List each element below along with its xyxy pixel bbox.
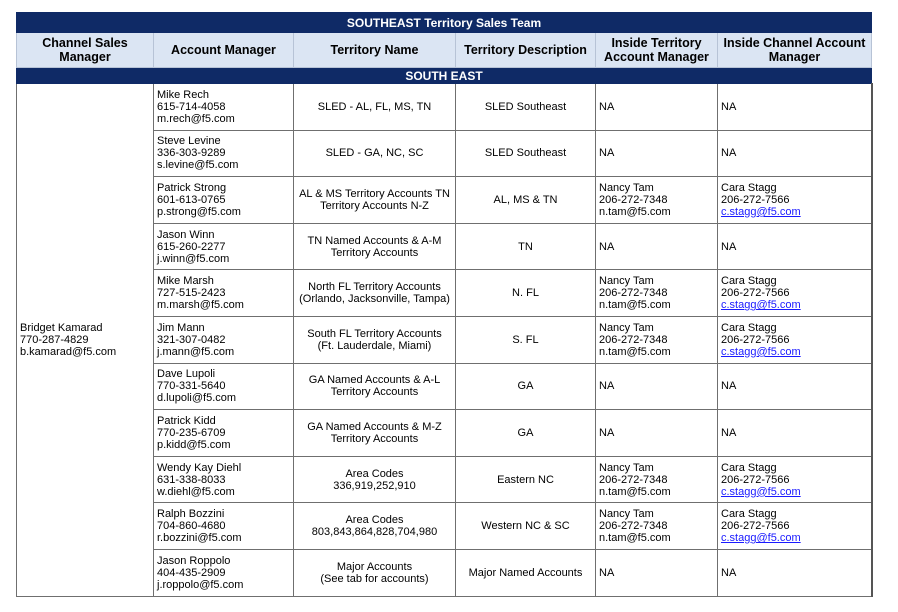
account-manager-phone: 615-260-2277 xyxy=(157,240,226,253)
header-row xyxy=(17,33,872,68)
inside-tam-line: NA xyxy=(599,100,615,113)
inside-tam-cell xyxy=(596,130,718,177)
account-manager-name: Ralph Bozzini xyxy=(157,508,225,521)
inside-cam-line: Cara Stagg xyxy=(721,508,777,521)
account-manager-cell xyxy=(154,270,294,317)
inside-tam-cell xyxy=(596,363,718,410)
inside-tam-line: 206-272-7348 xyxy=(599,287,668,300)
inside-cam-line: NA xyxy=(721,240,737,253)
channel-manager-phone: 770-287-4829 xyxy=(20,333,89,346)
territory-name-line: SLED - AL, FL, MS, TN xyxy=(317,100,432,113)
inside-tam-line: 206-272-7348 xyxy=(599,520,668,533)
territory-name-line: SLED - GA, NC, SC xyxy=(325,147,424,160)
channel-manager-name: Bridget Kamarad xyxy=(20,321,103,334)
territory-name-cell xyxy=(294,503,456,550)
inside-cam-email-link[interactable]: c.stagg@f5.com xyxy=(721,299,801,312)
inside-tam-line: n.tam@f5.com xyxy=(599,299,671,312)
inside-tam-line: 206-272-7348 xyxy=(599,193,668,206)
account-manager-cell xyxy=(154,410,294,457)
inside-cam-line: 206-272-7566 xyxy=(721,520,790,533)
inside-cam-line: 206-272-7566 xyxy=(721,287,790,300)
inside-tam-line: n.tam@f5.com xyxy=(599,205,671,218)
account-manager-phone: 336-303-9289 xyxy=(157,147,226,160)
account-manager-email: j.mann@f5.com xyxy=(157,345,235,358)
territory-name-cell xyxy=(294,177,456,224)
territory-name-line: (Ft. Lauderdale, Miami) xyxy=(317,339,432,352)
inside-cam-cell xyxy=(718,456,872,503)
inside-tam-cell xyxy=(596,456,718,503)
territory-description-cell: S. FL xyxy=(456,316,596,363)
inside-cam-cell xyxy=(718,177,872,224)
territory-name-line: North FL Territory Accounts xyxy=(308,281,441,294)
account-manager-phone: 770-331-5640 xyxy=(157,380,226,393)
inside-cam-line: NA xyxy=(721,426,737,439)
inside-tam-line: Nancy Tam xyxy=(599,461,654,474)
territory-name-line: 803,843,864,828,704,980 xyxy=(311,526,438,539)
account-manager-name: Jason Winn xyxy=(157,228,215,241)
table-row xyxy=(17,84,872,131)
channel-manager-email: b.kamarad@f5.com xyxy=(20,345,117,358)
header-territory-name: Territory Name xyxy=(294,33,456,68)
territory-name-cell xyxy=(294,410,456,457)
territory-name-line: AL & MS Territory Accounts TN xyxy=(299,187,450,200)
header-inside-channel-am: Inside Channel Account Manager xyxy=(718,33,872,68)
table-title: SOUTHEAST Territory Sales Team xyxy=(17,13,872,33)
account-manager-phone: 404-435-2909 xyxy=(157,566,226,579)
territory-name-line: Major Accounts xyxy=(336,560,413,573)
territory-name-line: GA Named Accounts & M-Z xyxy=(307,420,442,433)
account-manager-phone: 704-860-4680 xyxy=(157,520,226,533)
territory-name-line: Territory Accounts xyxy=(330,432,419,445)
inside-cam-line: Cara Stagg xyxy=(721,181,777,194)
inside-cam-line: 206-272-7566 xyxy=(721,333,790,346)
inside-tam-line: Nancy Tam xyxy=(599,181,654,194)
inside-tam-cell xyxy=(596,84,718,131)
account-manager-cell xyxy=(154,316,294,363)
territory-description-cell: Western NC & SC xyxy=(456,503,596,550)
territory-name-cell xyxy=(294,84,456,131)
inside-cam-cell xyxy=(718,410,872,457)
account-manager-name: Patrick Strong xyxy=(157,181,227,194)
account-manager-name: Jason Roppolo xyxy=(157,554,231,567)
territory-description-cell: N. FL xyxy=(456,270,596,317)
account-manager-email: p.kidd@f5.com xyxy=(157,438,231,451)
inside-tam-line: NA xyxy=(599,147,615,160)
territory-name-line: GA Named Accounts & A-L xyxy=(308,374,441,387)
inside-cam-cell xyxy=(718,270,872,317)
inside-tam-line: NA xyxy=(599,380,615,393)
account-manager-email: r.bozzini@f5.com xyxy=(157,532,242,545)
inside-tam-cell xyxy=(596,410,718,457)
inside-cam-email-link[interactable]: c.stagg@f5.com xyxy=(721,205,801,218)
account-manager-cell xyxy=(154,549,294,596)
account-manager-name: Jim Mann xyxy=(157,321,205,334)
territory-description-cell: AL, MS & TN xyxy=(456,177,596,224)
account-manager-phone: 321-307-0482 xyxy=(157,333,226,346)
territory-name-cell xyxy=(294,549,456,596)
territory-name-line: (See tab for accounts) xyxy=(320,572,429,585)
inside-tam-line: 206-272-7348 xyxy=(599,333,668,346)
account-manager-email: j.winn@f5.com xyxy=(157,252,230,265)
territory-name-cell xyxy=(294,270,456,317)
territory-description-cell: TN xyxy=(456,223,596,270)
territory-description-cell: Eastern NC xyxy=(456,456,596,503)
inside-cam-line: Cara Stagg xyxy=(721,321,777,334)
account-manager-cell xyxy=(154,363,294,410)
inside-cam-email-link[interactable]: c.stagg@f5.com xyxy=(721,345,801,358)
inside-tam-line: n.tam@f5.com xyxy=(599,485,671,498)
channel-manager-cell xyxy=(17,84,154,597)
account-manager-cell xyxy=(154,223,294,270)
territory-name-line: 336,919,252,910 xyxy=(333,479,416,492)
account-manager-email: d.lupoli@f5.com xyxy=(157,392,237,405)
territory-name-line: Area Codes xyxy=(345,514,404,527)
inside-cam-cell xyxy=(718,223,872,270)
inside-tam-line: Nancy Tam xyxy=(599,275,654,288)
account-manager-name: Dave Lupoli xyxy=(157,368,216,381)
territory-name-line: Territory Accounts xyxy=(330,246,419,259)
account-manager-phone: 770-235-6709 xyxy=(157,426,226,439)
territory-name-line: South FL Territory Accounts xyxy=(307,327,442,340)
inside-cam-line: 206-272-7566 xyxy=(721,473,790,486)
header-account-manager: Account Manager xyxy=(154,33,294,68)
inside-cam-line: 206-272-7566 xyxy=(721,193,790,206)
inside-cam-cell xyxy=(718,130,872,177)
inside-cam-cell xyxy=(718,84,872,131)
inside-cam-email-link[interactable]: c.stagg@f5.com xyxy=(721,485,801,498)
territory-description-cell: SLED Southeast xyxy=(456,84,596,131)
territory-name-cell xyxy=(294,223,456,270)
account-manager-email: m.marsh@f5.com xyxy=(157,299,244,312)
territory-table xyxy=(16,12,873,597)
territory-name-cell xyxy=(294,130,456,177)
account-manager-cell xyxy=(154,84,294,131)
territory-name-line: Territory Accounts N-Z xyxy=(320,199,429,212)
inside-tam-cell xyxy=(596,503,718,550)
inside-tam-line: n.tam@f5.com xyxy=(599,532,671,545)
inside-tam-cell xyxy=(596,270,718,317)
account-manager-phone: 631-338-8033 xyxy=(157,473,226,486)
account-manager-email: m.rech@f5.com xyxy=(157,112,235,125)
inside-cam-line: NA xyxy=(721,147,737,160)
region-label: SOUTH EAST xyxy=(17,68,872,84)
inside-cam-cell xyxy=(718,363,872,410)
territory-description-cell: Major Named Accounts xyxy=(456,549,596,596)
inside-cam-line: NA xyxy=(721,566,737,579)
territory-name-cell xyxy=(294,456,456,503)
account-manager-email: s.levine@f5.com xyxy=(157,159,239,172)
territory-name-line: (Orlando, Jacksonville, Tampa) xyxy=(299,293,450,306)
account-manager-cell xyxy=(154,503,294,550)
territory-name-line: Area Codes xyxy=(345,467,404,480)
account-manager-name: Mike Marsh xyxy=(157,275,214,288)
inside-tam-line: NA xyxy=(599,426,615,439)
territory-description-cell: GA xyxy=(456,363,596,410)
inside-tam-line: NA xyxy=(599,566,615,579)
account-manager-phone: 615-714-4058 xyxy=(157,100,226,113)
account-manager-email: j.roppolo@f5.com xyxy=(157,578,244,591)
inside-cam-line: Cara Stagg xyxy=(721,275,777,288)
inside-tam-line: NA xyxy=(599,240,615,253)
account-manager-cell xyxy=(154,130,294,177)
account-manager-cell xyxy=(154,456,294,503)
territory-name-line: TN Named Accounts & A-M xyxy=(307,234,442,247)
territory-description-cell: GA xyxy=(456,410,596,457)
inside-tam-line: n.tam@f5.com xyxy=(599,345,671,358)
header-channel-manager: Channel Sales Manager xyxy=(17,33,154,68)
inside-cam-cell xyxy=(718,316,872,363)
account-manager-name: Wendy Kay Diehl xyxy=(157,461,242,474)
territory-name-line: Territory Accounts xyxy=(330,386,419,399)
header-territory-description: Territory Description xyxy=(456,33,596,68)
account-manager-phone: 601-613-0765 xyxy=(157,193,226,206)
account-manager-name: Mike Rech xyxy=(157,88,209,101)
territory-name-cell xyxy=(294,316,456,363)
account-manager-email: w.diehl@f5.com xyxy=(157,485,235,498)
account-manager-phone: 727-515-2423 xyxy=(157,287,226,300)
inside-tam-cell xyxy=(596,177,718,224)
inside-cam-line: NA xyxy=(721,380,737,393)
inside-cam-line: NA xyxy=(721,100,737,113)
inside-cam-email-link[interactable]: c.stagg@f5.com xyxy=(721,532,801,545)
account-manager-email: p.strong@f5.com xyxy=(157,205,241,218)
header-inside-territory-am: Inside Territory Account Manager xyxy=(596,33,718,68)
territory-description-cell: SLED Southeast xyxy=(456,130,596,177)
inside-cam-cell xyxy=(718,549,872,596)
inside-cam-cell xyxy=(718,503,872,550)
inside-tam-line: Nancy Tam xyxy=(599,321,654,334)
account-manager-cell xyxy=(154,177,294,224)
inside-tam-cell xyxy=(596,223,718,270)
inside-cam-line: Cara Stagg xyxy=(721,461,777,474)
account-manager-name: Patrick Kidd xyxy=(157,414,216,427)
inside-tam-cell xyxy=(596,316,718,363)
inside-tam-cell xyxy=(596,549,718,596)
inside-tam-line: Nancy Tam xyxy=(599,508,654,521)
inside-tam-line: 206-272-7348 xyxy=(599,473,668,486)
account-manager-name: Steve Levine xyxy=(157,135,221,148)
territory-name-cell xyxy=(294,363,456,410)
